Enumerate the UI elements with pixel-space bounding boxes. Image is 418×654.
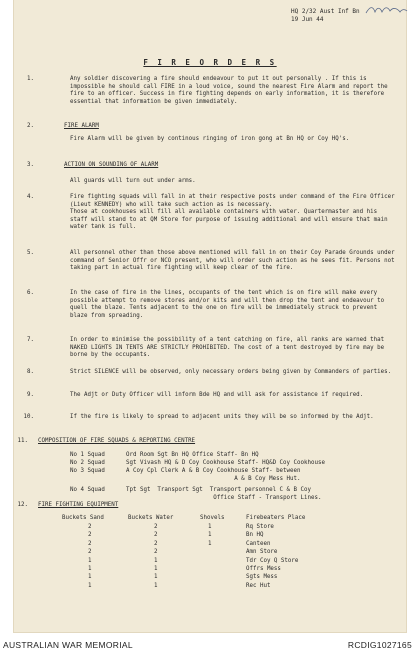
column-header: Buckets Water bbox=[128, 515, 174, 521]
table-cell: Rec Hut bbox=[246, 582, 271, 589]
table-cell: 1 bbox=[88, 557, 92, 564]
table-cell: 2 bbox=[88, 532, 92, 539]
table-cell: 1 bbox=[208, 540, 212, 547]
document-header bbox=[291, 8, 360, 24]
item-number: 3. bbox=[27, 162, 34, 168]
item-text: The Adjt or Duty Officer will inform Bde HQ and will ask for assistance if required. bbox=[70, 392, 364, 398]
table-cell: Sgts Mess bbox=[246, 574, 278, 581]
archive-reference: RCDIG1027165 bbox=[347, 640, 412, 650]
table-cell: Offrs Mess bbox=[246, 566, 281, 572]
handwritten-annotation bbox=[364, 3, 408, 17]
item-number: 5. bbox=[27, 250, 34, 256]
squad-composition: Tpt Sgt Transport Sgt Transport personnel C & B Coy Office Staff - Transport Lines. bbox=[126, 487, 322, 501]
squad-name: No 4 Squad bbox=[70, 487, 105, 493]
squad-composition: A Coy Cpl Clerk A & B Coy Cookhouse Staff- between A & B Coy Mess Hut. bbox=[126, 468, 301, 482]
item-number: 6. bbox=[27, 290, 34, 296]
item-text: All personnel other than those above mentioned will fall in on their Coy Parade Grounds under command of Senior Offr or NCO present, who will order such action as he sees fit. Persons not taking part in actual fire fighting will keep clear of the fire. bbox=[70, 250, 399, 272]
table-cell: 1 bbox=[88, 574, 92, 581]
item-number: 12. bbox=[17, 502, 28, 508]
table-cell: 2 bbox=[88, 549, 92, 556]
table-cell: Canteen bbox=[246, 540, 271, 547]
table-cell: Bn HQ bbox=[246, 532, 264, 539]
item-text: In order to minimise the possibility of a tent catching on fire, all ranks are warned that NAKED LIGHTS IN TENTS ARE STRICTLY PROHIBITED. The cost of a tent destroyed by fire may be borne by the occupants. bbox=[70, 337, 388, 359]
item-number: 2. bbox=[27, 123, 34, 129]
table-cell: 2 bbox=[88, 524, 92, 530]
table-cell: 2 bbox=[154, 524, 158, 530]
document-page bbox=[14, 0, 406, 632]
squad-composition: Ord Room Sgt Bn HQ Office Staff- Bn HQ bbox=[126, 452, 259, 458]
squad-name: No 3 Squad bbox=[70, 468, 105, 474]
unit-line: HQ 2/32 Aust Inf Bn bbox=[291, 8, 360, 15]
table-cell: 1 bbox=[88, 582, 92, 589]
archive-name: AUSTRALIAN WAR MEMORIAL bbox=[3, 640, 133, 650]
section-heading: FIRE FIGHTING EQUIPMENT bbox=[38, 502, 119, 508]
squad-name: No 2 Squad bbox=[70, 460, 105, 466]
item-number: 8. bbox=[27, 369, 34, 375]
table-cell: 2 bbox=[154, 540, 158, 547]
section-heading: COMPOSITION OF FIRE SQUADS & REPORTING CENTRE bbox=[38, 438, 196, 444]
item-text: Any soldier discovering a fire should endeavour to put it out personally . If this is impossible he should call FIRE in a loud voice, sound the nearest Fire Alarm and report the fire to an officer. Success in fire fighting depends on early information, it is therefore essential that information be given immediately. bbox=[70, 76, 392, 105]
item-text: Fire fighting squads will fall in at their respective posts under command of the Fire Officer (Lieut KENNEDY) who will take such action as is necessary. Those at cookhouses will fill all available containers with water. Quartermaster and his staff will stand to at QM Store for purpose of issuing additional and will ensure that main water tank is full. bbox=[70, 194, 395, 231]
item-number: 1. bbox=[27, 76, 34, 82]
table-cell: 1 bbox=[208, 524, 212, 530]
item-text: Strict SILENCE will be observed, only necessary orders being given by Commanders of parties. bbox=[70, 369, 392, 375]
page-title: F I R E O R D E R S bbox=[143, 58, 277, 67]
table-cell: 1 bbox=[154, 566, 158, 572]
column-header: Shovels bbox=[200, 515, 225, 521]
column-header: Firebeaters Place bbox=[246, 515, 306, 521]
item-number: 11. bbox=[17, 438, 28, 444]
section-heading: ACTION ON SOUNDING OF ALARM bbox=[64, 162, 159, 168]
table-cell: 2 bbox=[154, 532, 158, 539]
item-text: In the case of fire in the lines, occupants of the tent which is on fire will make every possible attempt to remove stores and/or kits and will then drop the tent and endeavour to quell the blaze. Tents adjacent to the one on fire will be immediately struck to prevent blaze from spreading. bbox=[70, 290, 388, 319]
table-cell: 1 bbox=[154, 582, 158, 589]
date-line: 19 Jun 44 bbox=[291, 16, 324, 23]
table-cell: Tdr Coy Q Store bbox=[246, 557, 299, 564]
item-number: 9. bbox=[27, 392, 34, 398]
item-text: Fire Alarm will be given by continous ringing of iron gong at Bn HQ or Coy HQ's. bbox=[70, 136, 350, 142]
archive-footer bbox=[0, 636, 418, 654]
item-number: 10. bbox=[23, 414, 34, 420]
item-text: All guards will turn out under arms. bbox=[70, 178, 196, 184]
table-cell: 1 bbox=[88, 566, 92, 572]
column-header: Buckets Sand bbox=[62, 515, 104, 521]
table-cell: Amn Store bbox=[246, 549, 278, 556]
table-cell: 2 bbox=[88, 540, 92, 547]
table-cell: Rq Store bbox=[246, 524, 274, 530]
section-heading: FIRE ALARM bbox=[64, 123, 99, 129]
squad-composition: Sgt Vivash HQ & D Coy Cookhouse Staff- HQ&D Coy Cookhouse bbox=[126, 460, 325, 466]
squad-name: No 1 Squad bbox=[70, 452, 105, 458]
item-number: 4. bbox=[27, 194, 34, 200]
table-cell: 1 bbox=[154, 557, 158, 564]
table-cell: 2 bbox=[154, 549, 158, 556]
item-number: 7. bbox=[27, 337, 34, 343]
table-cell: 1 bbox=[208, 532, 212, 539]
item-text: If the fire is likely to spread to adjacent units they will be so informed by the Adjt. bbox=[70, 414, 374, 420]
table-cell: 1 bbox=[154, 574, 158, 581]
